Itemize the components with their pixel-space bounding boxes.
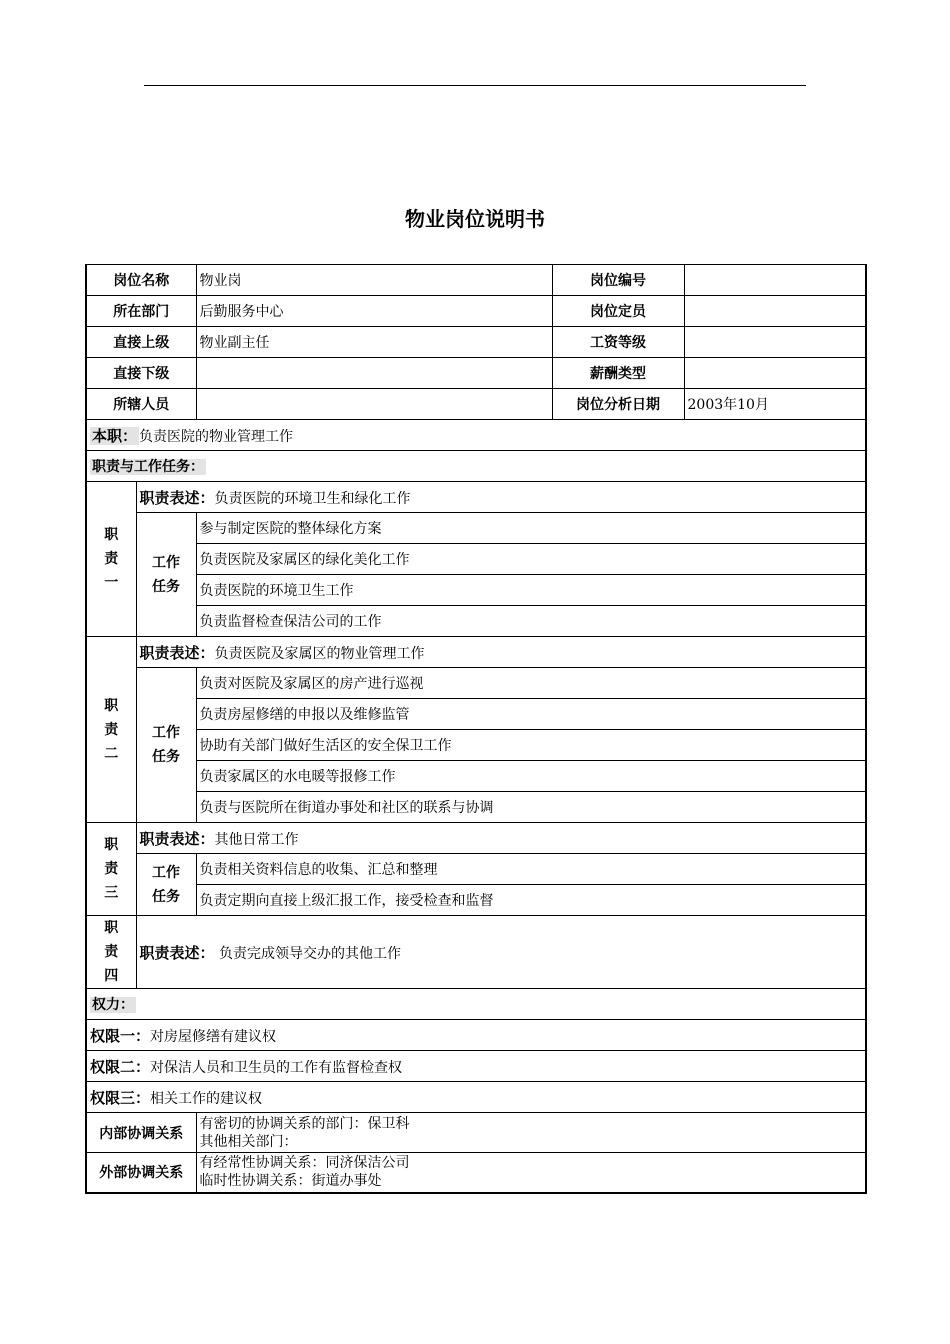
authority-header: 权力：	[86, 989, 866, 1020]
duty-1-desc-row: 职责表述：负责医院的环境卫生和绿化工作	[136, 482, 866, 513]
duty-3-label: 职 责 三	[86, 823, 136, 916]
wage-grade-value	[684, 327, 866, 358]
external-relations-label: 外部协调关系	[86, 1153, 196, 1193]
duty-1-task-2: 负责医院及家属区的绿化美化工作	[196, 544, 866, 575]
duty-1-task-4: 负责监督检查保洁公司的工作	[196, 606, 866, 637]
duty-2-desc-row: 职责表述：负责医院及家属区的物业管理工作	[136, 637, 866, 668]
subordinate-value	[196, 358, 552, 389]
staff-value	[196, 389, 552, 420]
department-label: 所在部门	[86, 296, 196, 327]
staff-label: 所辖人员	[86, 389, 196, 420]
superior-label: 直接上级	[86, 327, 196, 358]
subordinate-label: 直接下级	[86, 358, 196, 389]
duty-3-desc-row: 职责表述：其他日常工作	[136, 823, 866, 854]
pay-type-value	[684, 358, 866, 389]
quota-label: 岗位定员	[552, 296, 684, 327]
duty-4-desc-row: 职责表述： 负责完成领导交办的其他工作	[136, 916, 866, 989]
duty-2-task-4: 负责家属区的水电暖等报修工作	[196, 761, 866, 792]
job-summary	[86, 420, 866, 451]
internal-relations-value: 有密切的协调关系的部门：保卫科 其他相关部门：	[196, 1113, 866, 1153]
position-name-label: 岗位名称	[86, 265, 196, 296]
job-summary-text: 负责医院的物业管理工作	[139, 428, 294, 445]
duty-2-desc: 负责医院及家属区的物业管理工作	[214, 645, 425, 662]
position-name-value: 物业岗	[196, 265, 552, 296]
duty-3-desc: 其他日常工作	[214, 831, 299, 848]
duty-2-task-3: 协助有关部门做好生活区的安全保卫工作	[196, 730, 866, 761]
duty-2-task-5: 负责与医院所在街道办事处和社区的联系与协调	[196, 792, 866, 823]
duty-1-task-label: 工作 任务	[136, 513, 196, 637]
duty-3-task-label: 工作 任务	[136, 854, 196, 916]
page-title: 物业岗位说明书	[405, 207, 545, 231]
duty-4-label: 职 责 四	[86, 916, 136, 989]
pay-type-label: 薪酬类型	[552, 358, 684, 389]
position-code-label: 岗位编号	[552, 265, 684, 296]
authority-2: 权限二：对保洁人员和卫生员的工作有监督检查权	[86, 1051, 866, 1082]
wage-grade-label: 工资等级	[552, 327, 684, 358]
position-code-value	[684, 265, 866, 296]
duty-2-task-label: 工作 任务	[136, 668, 196, 823]
duty-1-label: 职 责 一	[86, 482, 136, 637]
job-description-table	[85, 264, 867, 1194]
duties-header: 职责与工作任务：	[86, 451, 866, 482]
authority-3: 权限三：相关工作的建议权	[86, 1082, 866, 1113]
duty-1-desc: 负责医院的环境卫生和绿化工作	[214, 490, 411, 507]
internal-relations-label: 内部协调关系	[86, 1113, 196, 1153]
quota-value	[684, 296, 866, 327]
duty-2-label: 职 责 二	[86, 637, 136, 823]
external-relations-value: 有经常性协调关系：同济保洁公司 临时性协调关系：街道办事处	[196, 1153, 866, 1193]
duty-4-desc: 负责完成领导交办的其他工作	[214, 945, 401, 962]
duty-3-task-2: 负责定期向直接上级汇报工作，接受检查和监督	[196, 885, 866, 916]
duty-2-task-1: 负责对医院及家属区的房产进行巡视	[196, 668, 866, 699]
duty-2-task-2: 负责房屋修缮的申报以及维修监管	[196, 699, 866, 730]
duty-1-task-1: 参与制定医院的整体绿化方案	[196, 513, 866, 544]
authority-1: 权限一：对房屋修缮有建议权	[86, 1020, 866, 1051]
department-value: 后勤服务中心	[196, 296, 552, 327]
analysis-date-value: 2003年10月	[684, 389, 866, 420]
header-rule	[144, 85, 806, 86]
analysis-date-label: 岗位分析日期	[552, 389, 684, 420]
duty-1-task-3: 负责医院的环境卫生工作	[196, 575, 866, 606]
duty-3-task-1: 负责相关资料信息的收集、汇总和整理	[196, 854, 866, 885]
superior-value: 物业副主任	[196, 327, 552, 358]
job-summary-label: 本职：	[92, 426, 138, 445]
